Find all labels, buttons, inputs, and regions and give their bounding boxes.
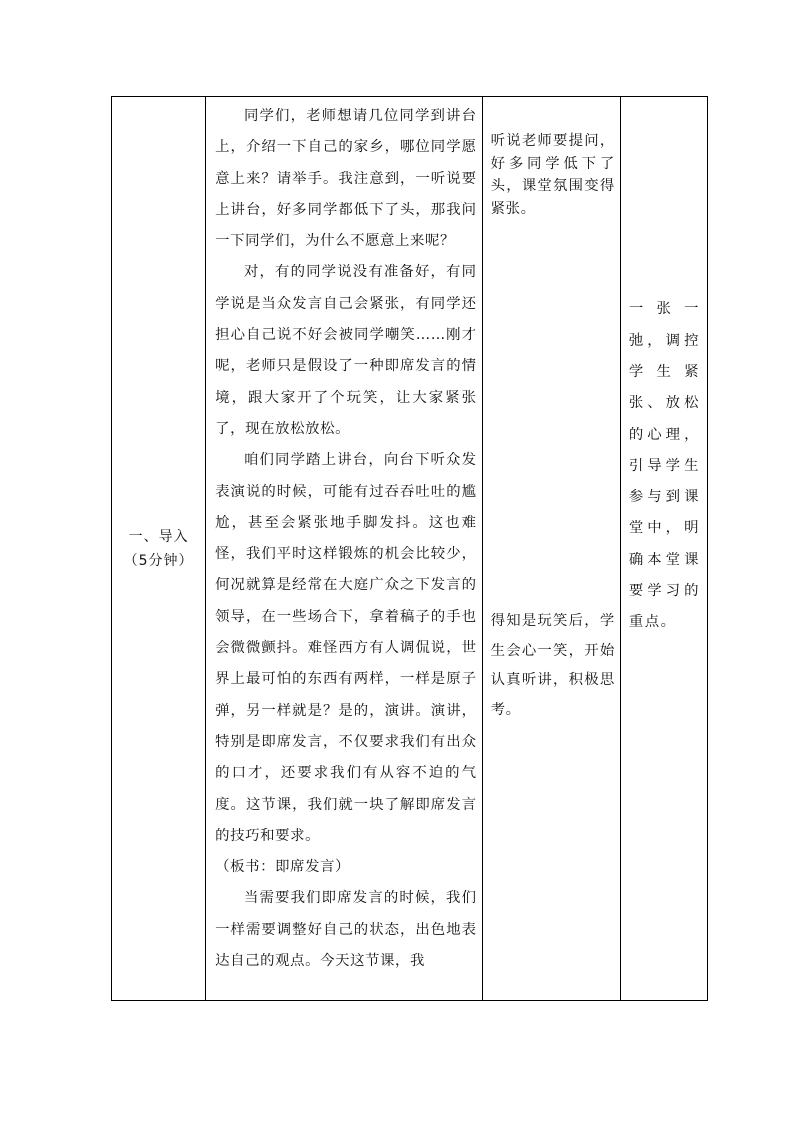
teacher-paragraph: 对，有的同学说没有准备好，有同学说是当众发言自己会紧张，有同学还担心自己说不好会被同学嘲笑……刚才呢，老师只是假设了一种即席发言的情境，跟大家开了个玩笑，让大家紧张了，现在放松放松。 [215,264,477,437]
teacher-paragraph: 同学们，老师想请几位同学到讲台上，介绍一下自己的家乡，哪位同学愿意上来？请举手。我注意到，一听说要上讲台，好多同学都低下了头，那我问一下同学们，为什么不愿意上来呢？ [215,108,477,250]
design-intent-cell [620,97,707,1001]
student-activity-cell [482,97,620,1001]
teacher-paragraph: 咱们同学踏上讲台，向台下听众发表演说的时候，可能有过吞吞吐吐的尴尬，甚至会紧张地手脚发抖。这也难怪，我们平时这样锻炼的机会比较少，何况就算是经常在大庭广众之下发言的领导，在一些场合下，拿着稿子的手也会微微颤抖。难怪西方有人调侃说，世界上最可怕的东西有两样，一样是原子弹，另一样就是？是的，演讲。演讲，特别是即席发言，不仅要求我们有出众的口才，还要求我们有从容不迫的气度。这节课，我们就一块了解即席发言的技巧和要求。 [215,452,477,844]
lesson-plan-table [111,96,708,1001]
stage-title: 一、导入 [128,528,189,545]
student-note: 得知是玩笑后，学生会心一笑，开始认真听讲，积极思考。 [490,613,615,718]
stage-time: （5分钟） [123,552,194,569]
student-note: 听说老师要提问，好多同学低下了头，课堂氛围变得紧张。 [490,133,615,217]
table-row [112,97,708,1001]
design-intent-note: 一张一弛，调控学生紧张、放松的心理，引导学生参与到课堂中，明确本堂课要学习的重点。 [628,301,700,631]
stage-cell [112,97,206,1001]
board-note: （板书：即席发言） [215,859,351,876]
teacher-paragraph: 当需要我们即席发言的时候，我们一样需要调整好自己的状态，出色地表达自己的观点。今天这节课，我 [215,890,477,970]
teacher-activity-cell [206,97,482,1001]
